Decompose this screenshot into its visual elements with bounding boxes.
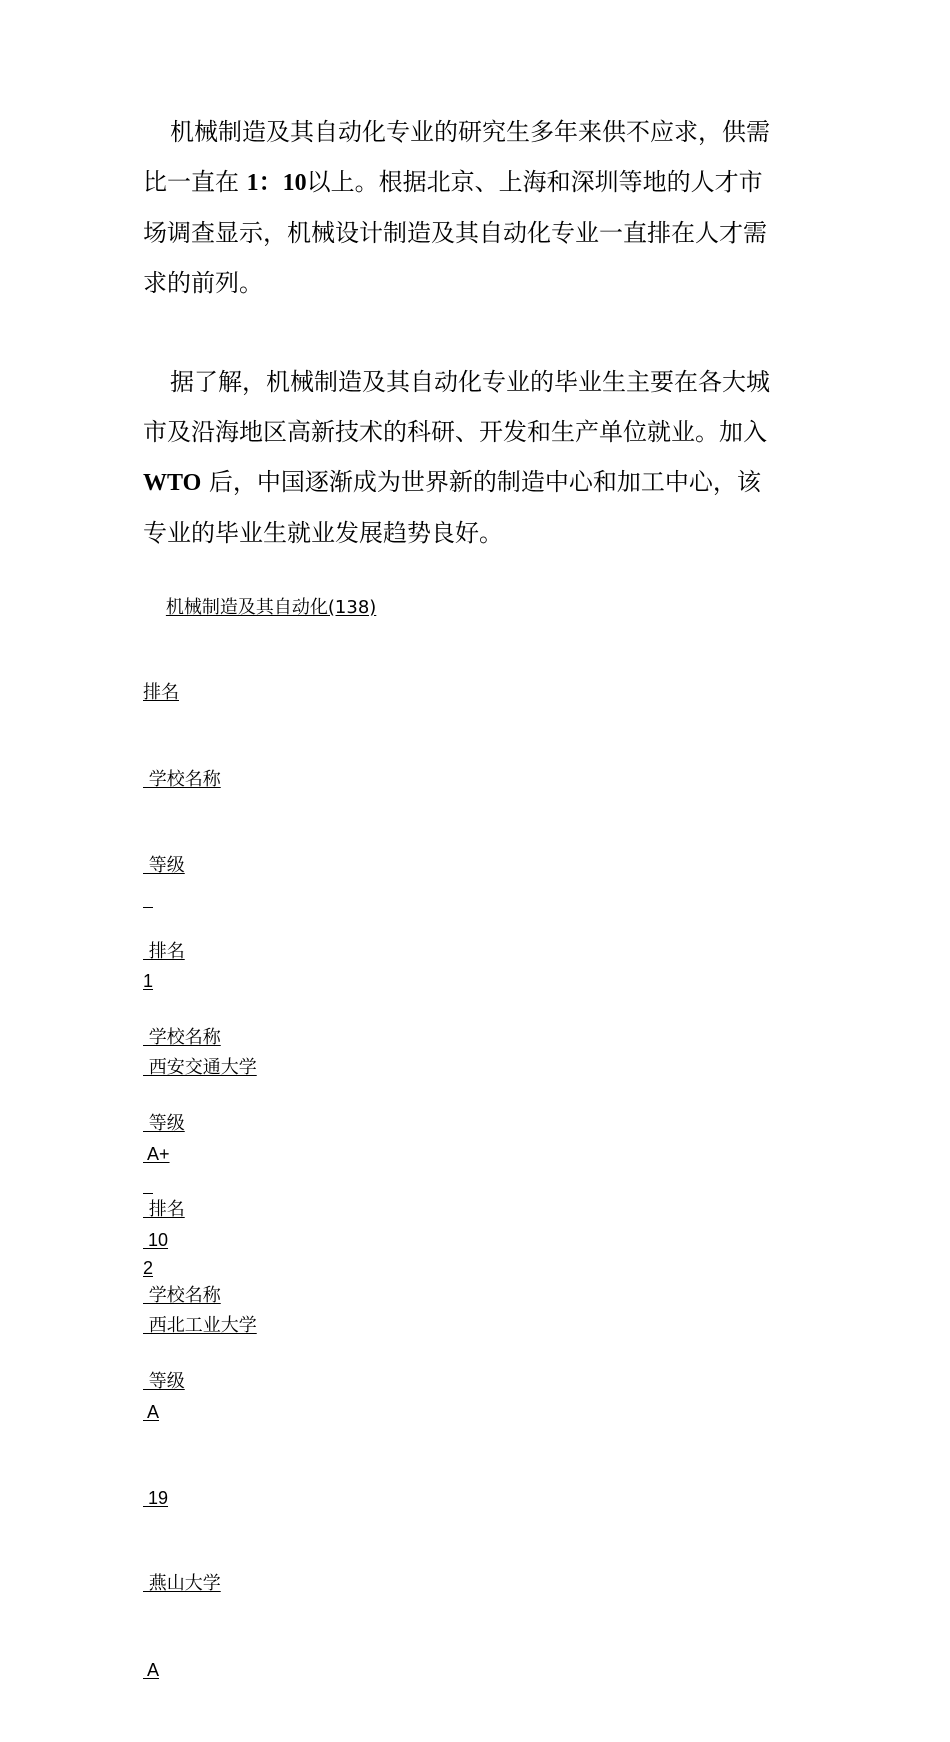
- header-label: 学校名称: [143, 768, 221, 790]
- rank-cell: [143, 967, 257, 996]
- grade-value: A+: [143, 1143, 170, 1164]
- major-link[interactable]: 机械制造及其自动化(138): [165, 596, 377, 618]
- line-text: 以上。根据北京、上海和深圳等地的人才市: [306, 168, 763, 196]
- school-cell: [143, 1570, 257, 1599]
- paragraph-line: 机械制造及其自动化专业的研究生多年来供不应求，供需: [170, 118, 770, 146]
- rank-value: 19: [143, 1487, 169, 1508]
- line-text: 比一直在: [143, 168, 247, 196]
- paragraph-line: [143, 457, 811, 508]
- header-label: 等级: [143, 1112, 185, 1134]
- rank-value: 1: [143, 971, 154, 992]
- header-label: 学校名称: [143, 1026, 221, 1048]
- line-text: 后，中国逐渐成为世界新的制造中心和加工中心，该: [201, 468, 761, 496]
- header-cell-school: [143, 766, 221, 795]
- row-separator: [143, 907, 153, 908]
- rank-cell: [143, 1484, 257, 1513]
- paragraph-demand: [143, 107, 811, 308]
- school-name: 燕山大学: [143, 1573, 221, 1595]
- paragraph-line: 专业的毕业生就业发展趋势良好。: [143, 519, 503, 547]
- school-cell: [143, 1054, 257, 1083]
- grade-cell: [143, 1656, 257, 1685]
- grade-cell: [143, 1398, 257, 1427]
- header-label: 学校名称: [143, 1285, 221, 1307]
- table-row: [143, 1197, 169, 1341]
- paragraph-line: [143, 157, 811, 208]
- paragraph-line: 求的前列。: [143, 269, 263, 297]
- grade-cell: [143, 1140, 257, 1169]
- header-cell-rank: [143, 679, 221, 708]
- row-separator: [143, 1193, 153, 1194]
- header-label: 等级: [143, 1371, 185, 1393]
- rank-value: 10: [143, 1229, 169, 1250]
- header-label: 排名: [143, 682, 179, 704]
- school-name: 西北工业大学: [143, 1314, 257, 1336]
- header-label: 等级: [143, 854, 185, 876]
- paragraph-line: 市及沿海地区高新技术的科研、开发和生产单位就业。加入: [143, 418, 767, 446]
- paragraph-employment: [143, 357, 811, 558]
- header-label: 排名: [143, 940, 185, 962]
- wto-text: WTO: [143, 470, 202, 496]
- grade-value: A: [143, 1401, 160, 1422]
- school-name: 西安交通大学: [143, 1056, 257, 1078]
- header-cell-grade: [143, 852, 221, 881]
- ratio-text: 1：10: [246, 170, 307, 196]
- paragraph-line: 据了解，机械制造及其自动化专业的毕业生主要在各大城: [170, 368, 770, 396]
- header-label: 排名: [143, 1198, 185, 1220]
- paragraph-line: 场调查显示，机械设计制造及其自动化专业一直排在人才需: [143, 219, 767, 247]
- grade-value: A: [143, 1660, 160, 1681]
- rank-cell: [143, 1254, 166, 1283]
- rank-value: 2: [143, 1258, 154, 1279]
